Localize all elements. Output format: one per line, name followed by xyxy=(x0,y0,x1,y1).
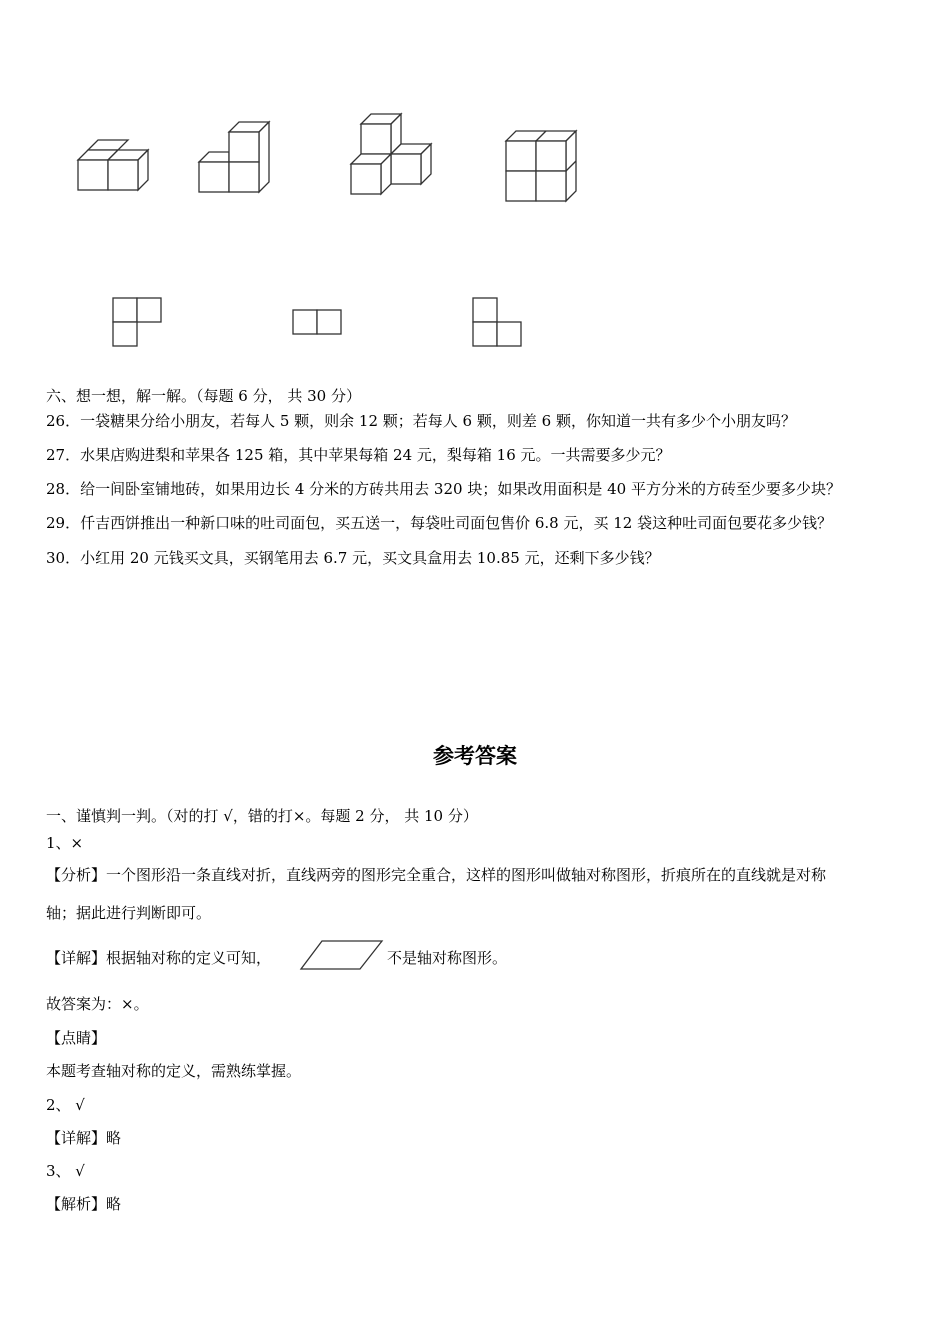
view-figure-2 xyxy=(290,307,350,337)
answers-title: 参考答案 xyxy=(433,743,517,768)
cube-figure-1 xyxy=(70,135,160,195)
question-28: 28．给一间卧室铺地砖，如果用边长 4 分米的方砖共用去 320 块；如果改用面积是 40 平方分米的方砖至少要多少块？ xyxy=(46,480,841,498)
answer-1-detail-after: 不是轴对称图形。 xyxy=(387,949,508,967)
cube-figure-3 xyxy=(345,110,445,205)
answer-2-detail: 【详解】略 xyxy=(46,1129,122,1147)
section6-heading: 六、想一想，解一解。（每题 6 分， 共 30 分） xyxy=(46,387,361,405)
view-figure-1 xyxy=(110,295,170,350)
answer-3-analysis: 【解析】略 xyxy=(46,1195,122,1213)
answer-1-point-label: 【点睛】 xyxy=(46,1029,107,1047)
answer-1-point-text: 本题考查轴对称的定义，需熟练掌握。 xyxy=(46,1062,302,1080)
answer-1: 1、× xyxy=(46,834,84,852)
view-figure-3 xyxy=(470,295,530,350)
answers-section1-heading: 一、谨慎判一判。（对的打 √，错的打×。每题 2 分， 共 10 分） xyxy=(46,807,478,825)
answer-1-detail-before: 【详解】根据轴对称的定义可知， xyxy=(46,949,272,967)
question-26: 26．一袋糖果分给小朋友，若每人 5 颗，则余 12 颗；若每人 6 颗，则差 6 颗，你知道一共有多少个小朋友吗？ xyxy=(46,412,796,430)
answer-3: 3、 √ xyxy=(46,1162,85,1180)
answer-2: 2、 √ xyxy=(46,1096,85,1114)
cube-figure-2 xyxy=(190,118,280,198)
question-30: 30．小红用 20 元钱买文具，买钢笔用去 6.7 元，买文具盒用去 10.85 元，还剩下多少钱？ xyxy=(46,549,660,567)
parallelogram-figure xyxy=(298,938,386,972)
question-29: 29．仟吉西饼推出一种新口味的吐司面包，买五送一，每袋吐司面包售价 6.8 元，买 12 袋这种吐司面包要花多少钱？ xyxy=(46,514,833,532)
answer-1-analysis-line2: 轴；据此进行判断即可。 xyxy=(46,904,212,922)
answer-1-analysis-line1: 【分析】一个图形沿一条直线对折，直线两旁的图形完全重合，这样的图形叫做轴对称图形，折痕所在的直线就是对称 xyxy=(46,866,827,884)
question-27: 27．水果店购进梨和苹果各 125 箱，其中苹果每箱 24 元，梨每箱 16 元。一共需要多少元？ xyxy=(46,446,671,464)
answer-1-conclusion: 故答案为：×。 xyxy=(46,995,149,1013)
cube-figure-4 xyxy=(498,125,588,210)
